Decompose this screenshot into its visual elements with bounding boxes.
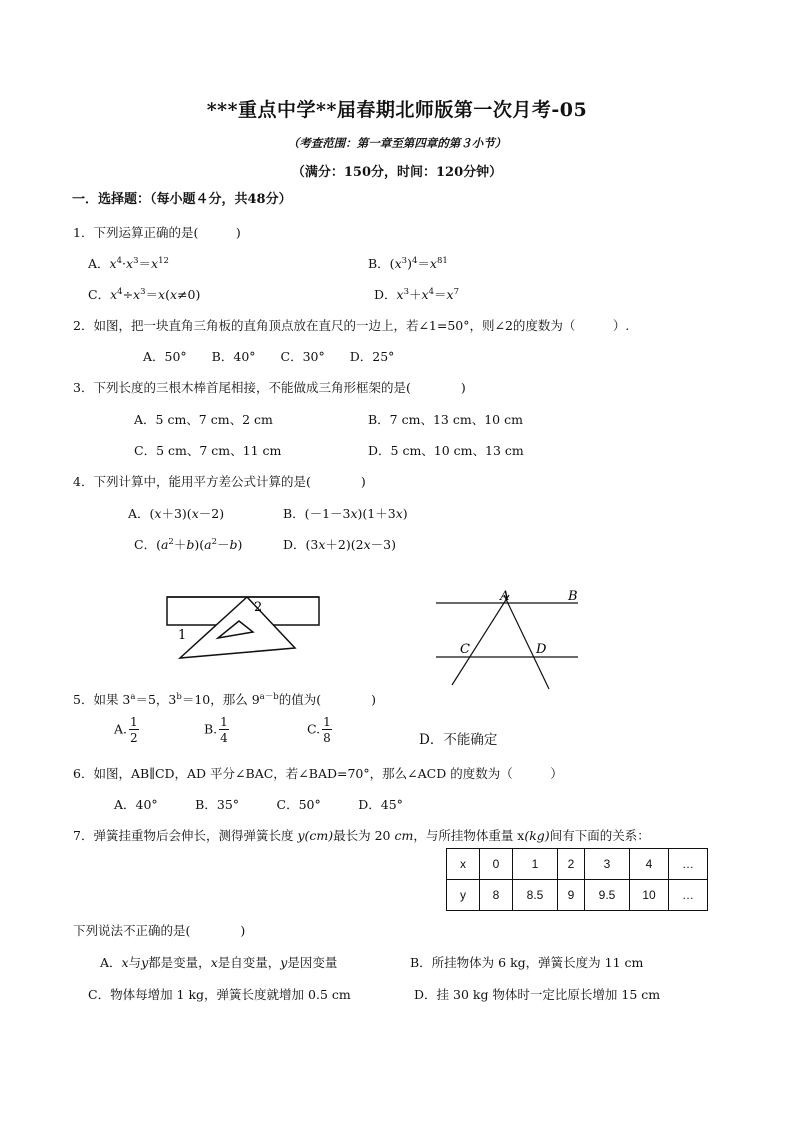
table-cell: 10	[630, 880, 669, 911]
question-7-option-b: B．所挂物体为 6 kg，弹簧长度为 11 cm	[410, 955, 644, 970]
question-5-option-d: D．不能确定	[419, 732, 498, 748]
question-5-option-b: B. $\frac{1}{4}$	[204, 715, 228, 745]
table-cell: 2	[558, 849, 585, 880]
exam-scope: （考查范围：第一章至第四章的第３小节）	[287, 136, 507, 150]
set-square	[180, 597, 295, 658]
table-row-x	[447, 849, 708, 880]
question-3-option-c: C．5 cm、7 cm、11 cm	[134, 443, 282, 458]
question-4-option-b: B．(－1－3x)(1＋3x)	[283, 506, 408, 521]
question-1-stem: 1．下列运算正确的是( )	[73, 225, 241, 240]
spring-data-table	[446, 848, 708, 911]
table-cell: 8	[480, 880, 513, 911]
table-cell: x	[447, 849, 480, 880]
table-cell: …	[669, 849, 708, 880]
question-7-option-c: C．物体每增加 1 kg，弹簧长度就增加 0.5 cm	[88, 987, 351, 1002]
table-cell: 8.5	[513, 880, 558, 911]
table-cell: 0	[480, 849, 513, 880]
question-1-option-a: A．$x^4\cdot x^3=x^{12}$	[88, 256, 169, 271]
table-cell: 3	[585, 849, 630, 880]
table-cell: y	[447, 880, 480, 911]
question-2-options: A．50° B．40° C．30° D．25°	[143, 349, 395, 364]
question-7-option-d: D．挂 30 kg 物体时一定比原长增加 15 cm	[414, 987, 661, 1002]
question-5-stem: 5．如果 $3^a=5$，$3^b=10$，那么 $9^{a-b}$的值为( )	[73, 692, 376, 707]
table-cell: 4	[630, 849, 669, 880]
table-cell: 1	[513, 849, 558, 880]
parallel-lines-figure	[432, 585, 582, 691]
ruler-triangle-figure	[160, 592, 330, 668]
line-ac	[452, 595, 509, 685]
point-c-label: C	[460, 642, 470, 657]
point-a-label: A	[500, 589, 510, 604]
point-b-label: B	[568, 589, 578, 604]
question-3-option-d: D．5 cm、10 cm、13 cm	[368, 443, 524, 458]
question-5-option-a: A. $\frac{1}{2}$	[114, 715, 138, 745]
question-4-option-a: A．(x＋3)(x－2)	[128, 506, 225, 521]
question-1-option-d: D．$x^3+x^4=x^7$	[374, 287, 460, 302]
angle-2-label: 2	[254, 600, 263, 615]
score-and-time: （满分：150分，时间：120分钟）	[291, 165, 503, 180]
question-4-option-d: D．(3x＋2)(2x－3)	[283, 537, 396, 552]
angle-1-label: 1	[178, 628, 187, 643]
section-heading: 一．选择题：（每小题４分，共48分）	[72, 192, 292, 207]
table-row-y	[447, 880, 708, 911]
question-2-stem: 2．如图，把一块直角三角板的直角顶点放在直尺的一边上，若∠1=50°，则∠2的度数为（ ）.	[73, 318, 630, 333]
question-1-option-b: B．$(x^3)^4=x^{81}$	[368, 256, 448, 271]
table-cell: …	[669, 880, 708, 911]
point-d-label: D	[536, 642, 547, 657]
question-6-options: A．40° B．35° C．50° D．45°	[114, 797, 403, 812]
question-5-option-c: C. $\frac{1}{8}$	[307, 715, 331, 745]
question-4-option-c: C．$(a^2+b)(a^2-b)$	[134, 537, 243, 552]
question-1-option-c: C．$x^4\div x^3=x(x\ne 0)$	[88, 287, 201, 302]
question-3-option-b: B．7 cm、13 cm、10 cm	[368, 412, 523, 427]
question-4-stem: 4．下列计算中，能用平方差公式计算的是( )	[73, 474, 366, 489]
question-7-stem: 7．弹簧挂重物后会伸长，测得弹簧长度 y(cm)最长为 20 cm，与所挂物体重量 x(kg)间有下面的关系：	[73, 828, 650, 843]
question-3-stem: 3．下列长度的三根木棒首尾相接，不能做成三角形框架的是( )	[73, 380, 466, 395]
question-7-prompt: 下列说法不正确的是( )	[73, 923, 246, 938]
question-3-option-a: A．5 cm、7 cm、2 cm	[134, 412, 273, 427]
table-cell: 9	[558, 880, 585, 911]
question-6-stem: 6．如图，AB∥CD，AD 平分∠BAC，若∠BAD=70°，那么∠ACD 的度数为（ ）	[73, 766, 563, 781]
table-cell: 9.5	[585, 880, 630, 911]
question-7-option-a: A．x与y都是变量，x是自变量，y是因变量	[100, 955, 338, 970]
page-title: ***重点中学**届春期北师版第一次月考-05	[206, 99, 588, 121]
